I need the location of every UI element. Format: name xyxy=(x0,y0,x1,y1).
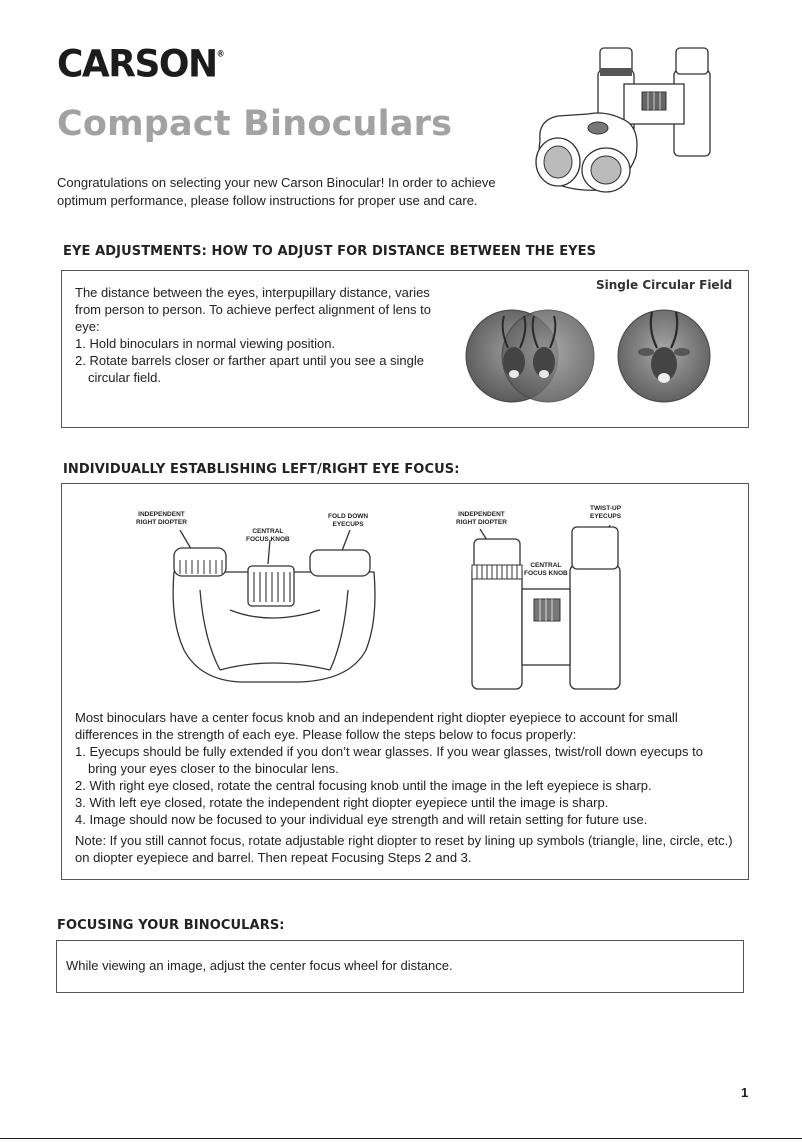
single-field-image xyxy=(610,300,718,412)
left-knob-callout: CENTRAL FOCUS KNOB xyxy=(246,528,290,543)
focus-step-4: 4. Image should now be focused to your individual eye strength and will retain setting for future use. xyxy=(75,812,648,827)
compact-binocular-diagram xyxy=(160,530,390,695)
left-right-focus-heading: INDIVIDUALLY ESTABLISHING LEFT/RIGHT EYE FOCUS: xyxy=(63,462,460,477)
single-circular-field-label: Single Circular Field xyxy=(596,278,733,292)
focus-step-3: 3. With left eye closed, rotate the independent right diopter eyepiece until the image is sharp. xyxy=(75,795,609,810)
eye-adjustments-steps xyxy=(75,335,435,386)
right-diopter-callout: INDEPENDENT RIGHT DIOPTER xyxy=(456,511,507,526)
brand-logo-text: CARSON xyxy=(57,42,217,87)
focusing-box xyxy=(56,940,744,993)
left-right-focus-text xyxy=(75,709,735,866)
overlapping-field-image xyxy=(464,300,596,412)
left-right-focus-steps xyxy=(75,743,735,828)
eye-adjustments-text xyxy=(75,284,435,386)
page-title: Compact Binoculars xyxy=(57,104,453,144)
left-right-focus-paragraph: Most binoculars have a center focus knob and an independent right diopter eyepiece to account for small differences in the strength of each eye. Please follow the steps below to focus properly: xyxy=(75,710,678,742)
focusing-text: While viewing an image, adjust the center focus wheel for distance. xyxy=(66,958,453,973)
left-eyecups-callout: FOLD DOWN EYECUPS xyxy=(328,513,369,528)
eye-adjustments-heading: EYE ADJUSTMENTS: HOW TO ADJUST FOR DISTANCE BETWEEN THE EYES xyxy=(63,244,597,259)
focus-step-1: 1. Eyecups should be fully extended if you don’t wear glasses. If you wear glasses, twist/roll down eyecups to bring your eyes closer to the binocular lens. xyxy=(75,744,703,776)
page-number: 1 xyxy=(741,1085,749,1100)
registered-mark: ® xyxy=(216,49,225,59)
upright-binocular-diagram xyxy=(460,525,630,695)
right-eyecups-callout: TWIST-UP EYECUPS xyxy=(590,505,622,520)
brand-logo xyxy=(57,43,225,86)
eye-step-2: 2. Rotate barrels closer or farther apart until you see a single circular field. xyxy=(75,353,425,385)
eye-step-1: 1. Hold binoculars in normal viewing position. xyxy=(75,336,336,351)
focus-note: Note: If you still cannot focus, rotate adjustable right diopter to reset by lining up symbols (triangle, line, circle, etc.) on diopter eyepiece and barrel. Then repeat Focusing Steps 2 and 3. xyxy=(75,833,733,865)
right-knob-callout: CENTRAL FOCUS KNOB xyxy=(524,562,568,577)
footer-rule xyxy=(0,1138,802,1139)
focus-step-2: 2. With right eye closed, rotate the central focusing knob until the image in the left eyepiece is sharp. xyxy=(75,778,652,793)
eye-adjustments-paragraph: The distance between the eyes, interpupillary distance, varies from person to person. To achieve perfect alignment of lens to eye: xyxy=(75,285,432,334)
binoculars-illustration xyxy=(528,40,738,200)
intro-text: Congratulations on selecting your new Carson Binocular! In order to achieve optimum performance, please follow instructions for proper use and care. xyxy=(57,175,496,208)
left-diopter-callout: INDEPENDENT RIGHT DIOPTER xyxy=(136,511,187,526)
focusing-heading: FOCUSING YOUR BINOCULARS: xyxy=(57,918,285,933)
